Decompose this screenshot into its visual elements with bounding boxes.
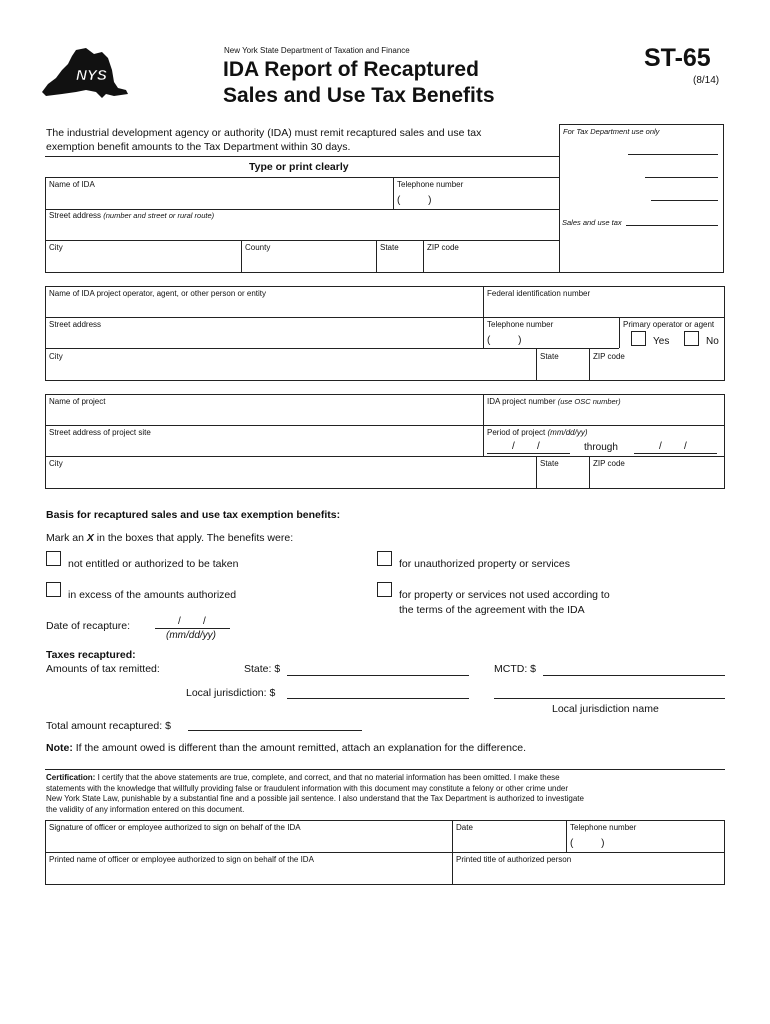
operator-street-label: Street address — [49, 320, 102, 329]
printed-name-label: Printed name of officer or employee authorized to sign on behalf of the IDA — [49, 855, 314, 864]
project-city-field[interactable] — [49, 470, 532, 485]
project-city-label: City — [49, 459, 63, 468]
recapture-date-hint: (mm/dd/yy) — [166, 630, 216, 641]
signature-field[interactable] — [49, 834, 447, 850]
recapture-date-slashes: / / — [178, 616, 206, 627]
ida-street-field[interactable] — [49, 222, 554, 238]
amounts-remitted-label: Amounts of tax remitted: — [46, 663, 160, 675]
ida-street-label: Street address (number and street or rural route) — [49, 211, 215, 220]
state-amount-label: State: $ — [244, 663, 281, 675]
ida-telephone-field[interactable]: ( ) — [397, 195, 432, 206]
total-amount-label: Total amount recaptured: $ — [46, 720, 171, 732]
not-used-according-line2: the terms of the agreement with the IDA — [399, 604, 585, 616]
recapture-date-field[interactable] — [155, 614, 230, 628]
not-used-according-checkbox[interactable] — [377, 582, 392, 597]
name-of-ida-field[interactable] — [49, 191, 389, 207]
date-of-recapture-label: Date of recapture: — [46, 620, 131, 632]
project-name-label: Name of project — [49, 397, 106, 406]
operator-zip-field[interactable] — [593, 363, 721, 378]
through-label: through — [584, 442, 618, 453]
department-name: New York State Department of Taxation and Finance — [224, 46, 410, 55]
project-site-street-label: Street address of project site — [49, 428, 151, 437]
ida-state-label: State — [380, 243, 399, 252]
ida-zip-label: ZIP code — [427, 243, 459, 252]
cert-date-label: Date — [456, 823, 473, 832]
local-jurisdiction-name-field[interactable] — [494, 684, 725, 698]
operator-name-field[interactable] — [49, 300, 479, 315]
form-number: ST-65 — [644, 44, 711, 72]
mark-instruction: Mark an X in the boxes that apply. The benefits were: — [46, 532, 294, 544]
project-state-label: State — [540, 459, 559, 468]
signature-label: Signature of officer or employee authorized to sign on behalf of the IDA — [49, 823, 301, 832]
primary-no-checkbox[interactable] — [684, 331, 699, 346]
period-end-slashes: / / — [659, 441, 687, 452]
project-period-label: Period of project (mm/dd/yy) — [487, 428, 588, 437]
printed-title-label: Printed title of authorized person — [456, 855, 572, 864]
unauthorized-property-label: for unauthorized property or services — [399, 558, 570, 570]
operator-state-label: State — [540, 352, 559, 361]
period-end-field[interactable] — [634, 439, 717, 453]
excess-amounts-label: in excess of the amounts authorized — [68, 589, 237, 601]
nys-logo — [42, 48, 128, 102]
project-site-street-field[interactable] — [49, 439, 479, 454]
certification-text: Certification: I certify that the above statements are true, complete, and correct, and that no material information has been omitted. I make these statements with the knowledge that willfully providing false or fraudulent information with this document may constitute a felony or other crime under New York State Law, punishable by a substantial fine and a possible jail sentence. I also understand that the Tax Department is authorized to investigate the validity of any information entered on this document. — [46, 773, 584, 814]
operator-telephone-label: Telephone number — [487, 320, 554, 329]
logo-text: NYS — [76, 67, 107, 84]
local-amount-field[interactable] — [287, 684, 469, 698]
dept-use-label: For Tax Department use only — [563, 127, 660, 136]
local-amount-label: Local jurisdiction: $ — [186, 687, 276, 699]
intro-line2: exemption benefit amounts to the Tax Department within 30 days. — [46, 141, 351, 153]
tax-department-box — [559, 124, 724, 273]
ida-project-number-label: IDA project number (use OSC number) — [487, 397, 621, 406]
not-used-according-line1: for property or services not used according to — [399, 589, 610, 601]
unauthorized-property-checkbox[interactable] — [377, 551, 392, 566]
form-title-line2: Sales and Use Tax Benefits — [223, 84, 495, 107]
operator-state-field[interactable] — [540, 363, 586, 378]
mctd-amount-field[interactable] — [543, 661, 725, 675]
operator-city-label: City — [49, 352, 63, 361]
total-amount-field[interactable] — [188, 716, 362, 730]
operator-zip-label: ZIP code — [593, 352, 625, 361]
ida-city-field[interactable] — [49, 254, 237, 270]
intro-line1: The industrial development agency or authority (IDA) must remit recaptured sales and use tax — [46, 127, 482, 139]
type-print-clearly: Type or print clearly — [249, 161, 349, 173]
cert-telephone-field[interactable]: ( ) — [570, 838, 605, 849]
primary-no-label: No — [706, 336, 719, 347]
project-state-field[interactable] — [540, 470, 586, 485]
project-zip-field[interactable] — [593, 470, 721, 485]
period-start-field[interactable] — [487, 439, 570, 453]
project-zip-label: ZIP code — [593, 459, 625, 468]
local-jurisdiction-name-label: Local jurisdiction name — [552, 703, 659, 715]
ida-telephone-label: Telephone number — [397, 180, 464, 189]
primary-operator-label: Primary operator or agent — [623, 320, 715, 329]
period-start-slashes: / / — [512, 441, 540, 452]
operator-city-field[interactable] — [49, 363, 532, 378]
excess-amounts-checkbox[interactable] — [46, 582, 61, 597]
printed-name-field[interactable] — [49, 866, 447, 882]
ida-county-field[interactable] — [245, 254, 372, 270]
name-of-ida-label: Name of IDA — [49, 180, 95, 189]
ida-city-label: City — [49, 243, 63, 252]
federal-id-label: Federal identification number — [487, 289, 591, 298]
ida-state-field[interactable] — [380, 254, 420, 270]
not-entitled-checkbox[interactable] — [46, 551, 61, 566]
federal-id-field[interactable] — [487, 300, 720, 315]
taxes-recaptured-heading: Taxes recaptured: — [46, 649, 136, 661]
ida-county-label: County — [245, 243, 271, 252]
form-title-line1: IDA Report of Recaptured — [223, 58, 479, 81]
ida-project-number-field[interactable] — [487, 408, 720, 423]
basis-heading: Basis for recaptured sales and use tax exemption benefits: — [46, 509, 341, 521]
note-text: Note: If the amount owed is different than the amount remitted, attach an explanation for the difference. — [46, 742, 526, 754]
sales-use-tax-label: Sales and use tax — [562, 218, 622, 227]
operator-street-field[interactable] — [49, 331, 479, 346]
not-entitled-label: not entitled or authorized to be taken — [68, 558, 239, 570]
project-name-field[interactable] — [49, 408, 479, 423]
printed-title-field[interactable] — [456, 866, 721, 882]
mctd-amount-label: MCTD: $ — [494, 663, 536, 675]
ida-zip-field[interactable] — [427, 254, 555, 270]
primary-yes-label: Yes — [653, 336, 670, 347]
cert-date-field[interactable] — [456, 834, 562, 850]
operator-name-label: Name of IDA project operator, agent, or other person or entity — [49, 289, 267, 298]
operator-telephone-field[interactable]: ( ) — [487, 335, 522, 346]
primary-yes-checkbox[interactable] — [631, 331, 646, 346]
form-revision: (8/14) — [693, 75, 720, 86]
cert-telephone-label: Telephone number — [570, 823, 637, 832]
state-amount-field[interactable] — [287, 661, 469, 675]
